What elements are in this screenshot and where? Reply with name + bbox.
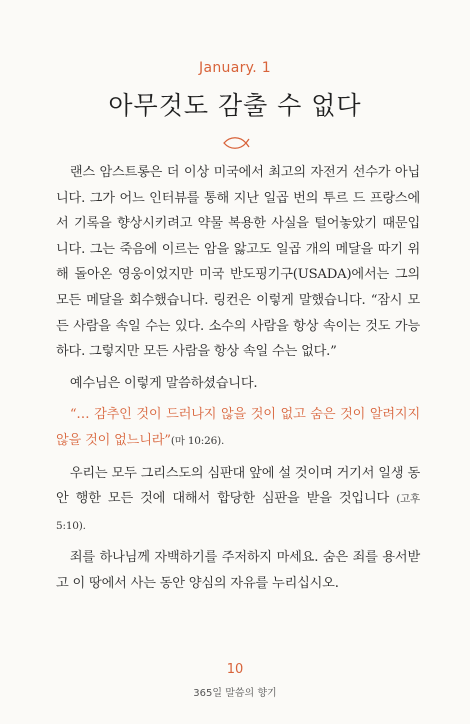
quote-reference: (마 10:26).: [170, 434, 225, 447]
quote-text: “… 감추인 것이 드러나지 않을 것이 없고 숨은 것이 알려지지 않을 것이 없느니라”: [56, 407, 420, 448]
devotional-body: [56, 160, 420, 597]
scripture-quote: [56, 402, 420, 454]
page-title: 아무것도 감출 수 없다: [108, 91, 362, 120]
paragraph-judgment: [56, 461, 420, 540]
book-title: 365일 말씀의 향기: [193, 688, 277, 699]
judgment-reference: (고후 5:10).: [56, 493, 420, 532]
paragraph-confess: 죄를 하나님께 자백하기를 주저하지 마세요. 숨은 죄를 용서받고 이 땅에서 사는 동안 양심의 자유를 누리십시오.: [56, 550, 420, 591]
paragraph-jesus-said: 예수님은 이렇게 말씀하셨습니다.: [69, 375, 258, 391]
page-number: 10: [226, 662, 244, 677]
fish-icon: [222, 136, 250, 150]
date-heading: January. 1: [199, 60, 271, 76]
paragraph-intro: 랜스 암스트롱은 더 이상 미국에서 최고의 자전거 선수가 아닙니다. 그가 어느 인터뷰를 통해 지난 일곱 번의 투르 드 프랑스에서 기록을 향상시키려고 약물 복용한 사실을 털어놓았기 때문입니다. 그는 죽음에 이르는 암을 앓고도 일곱 개의 메달을 따기 위해 돌아온 영웅이었지만 미국 반도핑기구(USADA)에서는 그의 모든 메달을 회수했습니다. 링컨은 이렇게 말했습니다. “잠시 모든 사람을 속일 수는 있다. 소수의 사람을 항상 속이는 것도 가능하다. 그렇지만 모든 사람을 항상 속일 수는 없다.”: [56, 165, 420, 360]
judgment-text: 우리는 모두 그리스도의 심판대 앞에 설 것이며 거기서 일생 동안 행한 모든 것에 대해서 합당한 심판을 받을 것입니다: [56, 465, 420, 507]
